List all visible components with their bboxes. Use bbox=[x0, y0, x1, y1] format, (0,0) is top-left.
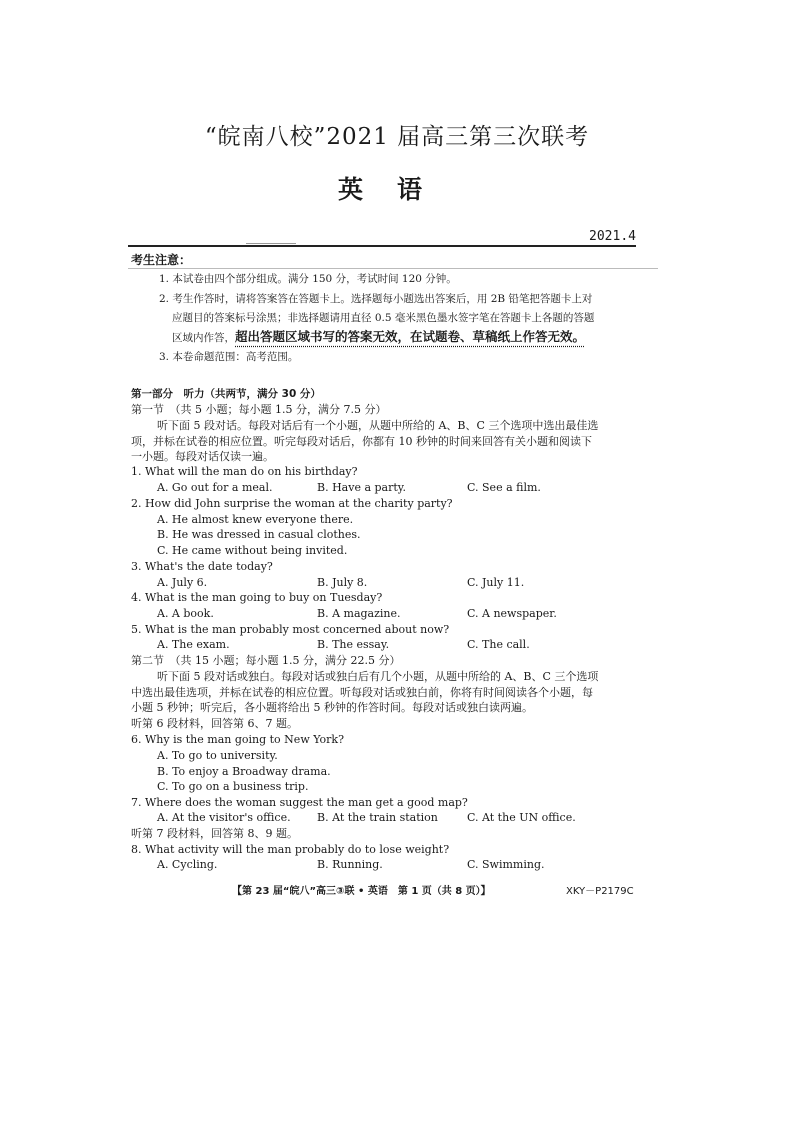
question-6: 6. Why is the man going to New York? bbox=[131, 733, 344, 746]
divider bbox=[246, 243, 296, 244]
divider bbox=[128, 268, 658, 269]
q4-option-a: A. A book. bbox=[157, 607, 214, 620]
notice-item-1: 1. 本试卷由四个部分组成。满分 150 分，考试时间 120 分钟。 bbox=[159, 273, 457, 285]
question-7: 7. Where does the woman suggest the man get a good map? bbox=[131, 796, 468, 809]
material-6-note: 听第 6 段材料，回答第 6、7 题。 bbox=[131, 717, 298, 730]
q2-option-c: C. He came without being invited. bbox=[157, 544, 348, 557]
question-4: 4. What is the man going to buy on Tuesday? bbox=[131, 591, 383, 604]
q4-option-c: C. A newspaper. bbox=[467, 607, 557, 620]
q3-option-b: B. July 8. bbox=[317, 576, 368, 589]
section-1-instruction: 一小题。每段对话仅读一遍。 bbox=[131, 450, 274, 463]
question-5: 5. What is the man probably most concerned about now? bbox=[131, 623, 450, 636]
exam-date: 2021.4 bbox=[589, 229, 636, 244]
q7-option-b: B. At the train station bbox=[317, 811, 438, 824]
section-1-instruction: 听下面 5 段对话。每段对话后有一个小题，从题中所给的 A、B、C 三个选项中选出最佳选 bbox=[157, 419, 599, 432]
notice-emphasis: 超出答题区域书写的答案无效，在试题卷、草稿纸上作答无效。 bbox=[235, 329, 586, 344]
notice-item-2-line-2: 应题目的答案标号涂黑；非选择题请用直径 0.5 毫米黑色墨水签字笔在答题卡上各题的答题 bbox=[172, 312, 595, 324]
q8-option-a: A. Cycling. bbox=[157, 858, 218, 871]
q6-option-c: C. To go on a business trip. bbox=[157, 780, 309, 793]
q4-option-b: B. A magazine. bbox=[317, 607, 401, 620]
q8-option-b: B. Running. bbox=[317, 858, 383, 871]
q6-option-b: B. To enjoy a Broadway drama. bbox=[157, 765, 331, 778]
subject-title: 英语 bbox=[337, 175, 456, 204]
section-2-instruction: 小题 5 秒钟；听完后，各小题将给出 5 秒钟的作答时间。每段对话或独白读两遍。 bbox=[131, 701, 533, 714]
q2-option-a: A. He almost knew everyone there. bbox=[157, 513, 354, 526]
notice-item-2-line-3-text: 区域内作答， bbox=[172, 332, 235, 344]
q7-option-c: C. At the UN office. bbox=[467, 811, 576, 824]
section-2-instruction: 听下面 5 段对话或独白。每段对话或独白后有几个小题，从题中所给的 A、B、C 三个选项 bbox=[157, 670, 599, 683]
question-3: 3. What's the date today? bbox=[131, 560, 273, 573]
q1-option-a: A. Go out for a meal. bbox=[157, 481, 273, 494]
q1-option-c: C. See a film. bbox=[467, 481, 541, 494]
part-1-heading: 第一部分 听力（共两节，满分 30 分） bbox=[131, 388, 321, 400]
exam-title: “皖南八校”2021 届高三第三次联考 bbox=[204, 124, 590, 150]
notice-item-2-line-3 bbox=[172, 330, 585, 345]
divider bbox=[128, 245, 636, 247]
section-1-heading: 第一节 （共 5 小题；每小题 1.5 分，满分 7.5 分） bbox=[131, 403, 387, 416]
q2-option-b: B. He was dressed in casual clothes. bbox=[157, 528, 361, 541]
q3-option-a: A. July 6. bbox=[157, 576, 208, 589]
notice-heading: 考生注意： bbox=[131, 253, 192, 267]
question-2: 2. How did John surprise the woman at the charity party? bbox=[131, 497, 453, 510]
q7-option-a: A. At the visitor's office. bbox=[157, 811, 291, 824]
section-2-instruction: 中选出最佳选项，并标在试卷的相应位置。听每段对话或独白前，你将有时间阅读各个小题，每 bbox=[131, 686, 593, 699]
page-footer-code: XKY－P2179C bbox=[566, 886, 634, 897]
q6-option-a: A. To go to university. bbox=[157, 749, 278, 762]
notice-item-2-line-1: 2. 考生作答时，请将答案答在答题卡上。选择题每小题选出答案后，用 2B 铅笔把答题卡上对 bbox=[159, 293, 593, 305]
q3-option-c: C. July 11. bbox=[467, 576, 525, 589]
notice-item-3: 3. 本卷命题范围：高考范围。 bbox=[159, 351, 299, 363]
q5-option-c: C. The call. bbox=[467, 638, 530, 651]
question-8: 8. What activity will the man probably do to lose weight? bbox=[131, 843, 450, 856]
q1-option-b: B. Have a party. bbox=[317, 481, 407, 494]
q5-option-a: A. The exam. bbox=[157, 638, 230, 651]
section-2-heading: 第二节 （共 15 小题；每小题 1.5 分，满分 22.5 分） bbox=[131, 654, 401, 667]
page-footer-info: 【第 23 届“皖八”高三③联 • 英语 第 1 页（共 8 页）】 bbox=[232, 886, 491, 897]
question-1: 1. What will the man do on his birthday? bbox=[131, 465, 358, 478]
section-1-instruction: 项，并标在试卷的相应位置。听完每段对话后，你都有 10 秒钟的时间来回答有关小题和阅读下 bbox=[131, 435, 592, 448]
material-7-note: 听第 7 段材料，回答第 8、9 题。 bbox=[131, 827, 298, 840]
q8-option-c: C. Swimming. bbox=[467, 858, 545, 871]
q5-option-b: B. The essay. bbox=[317, 638, 390, 651]
